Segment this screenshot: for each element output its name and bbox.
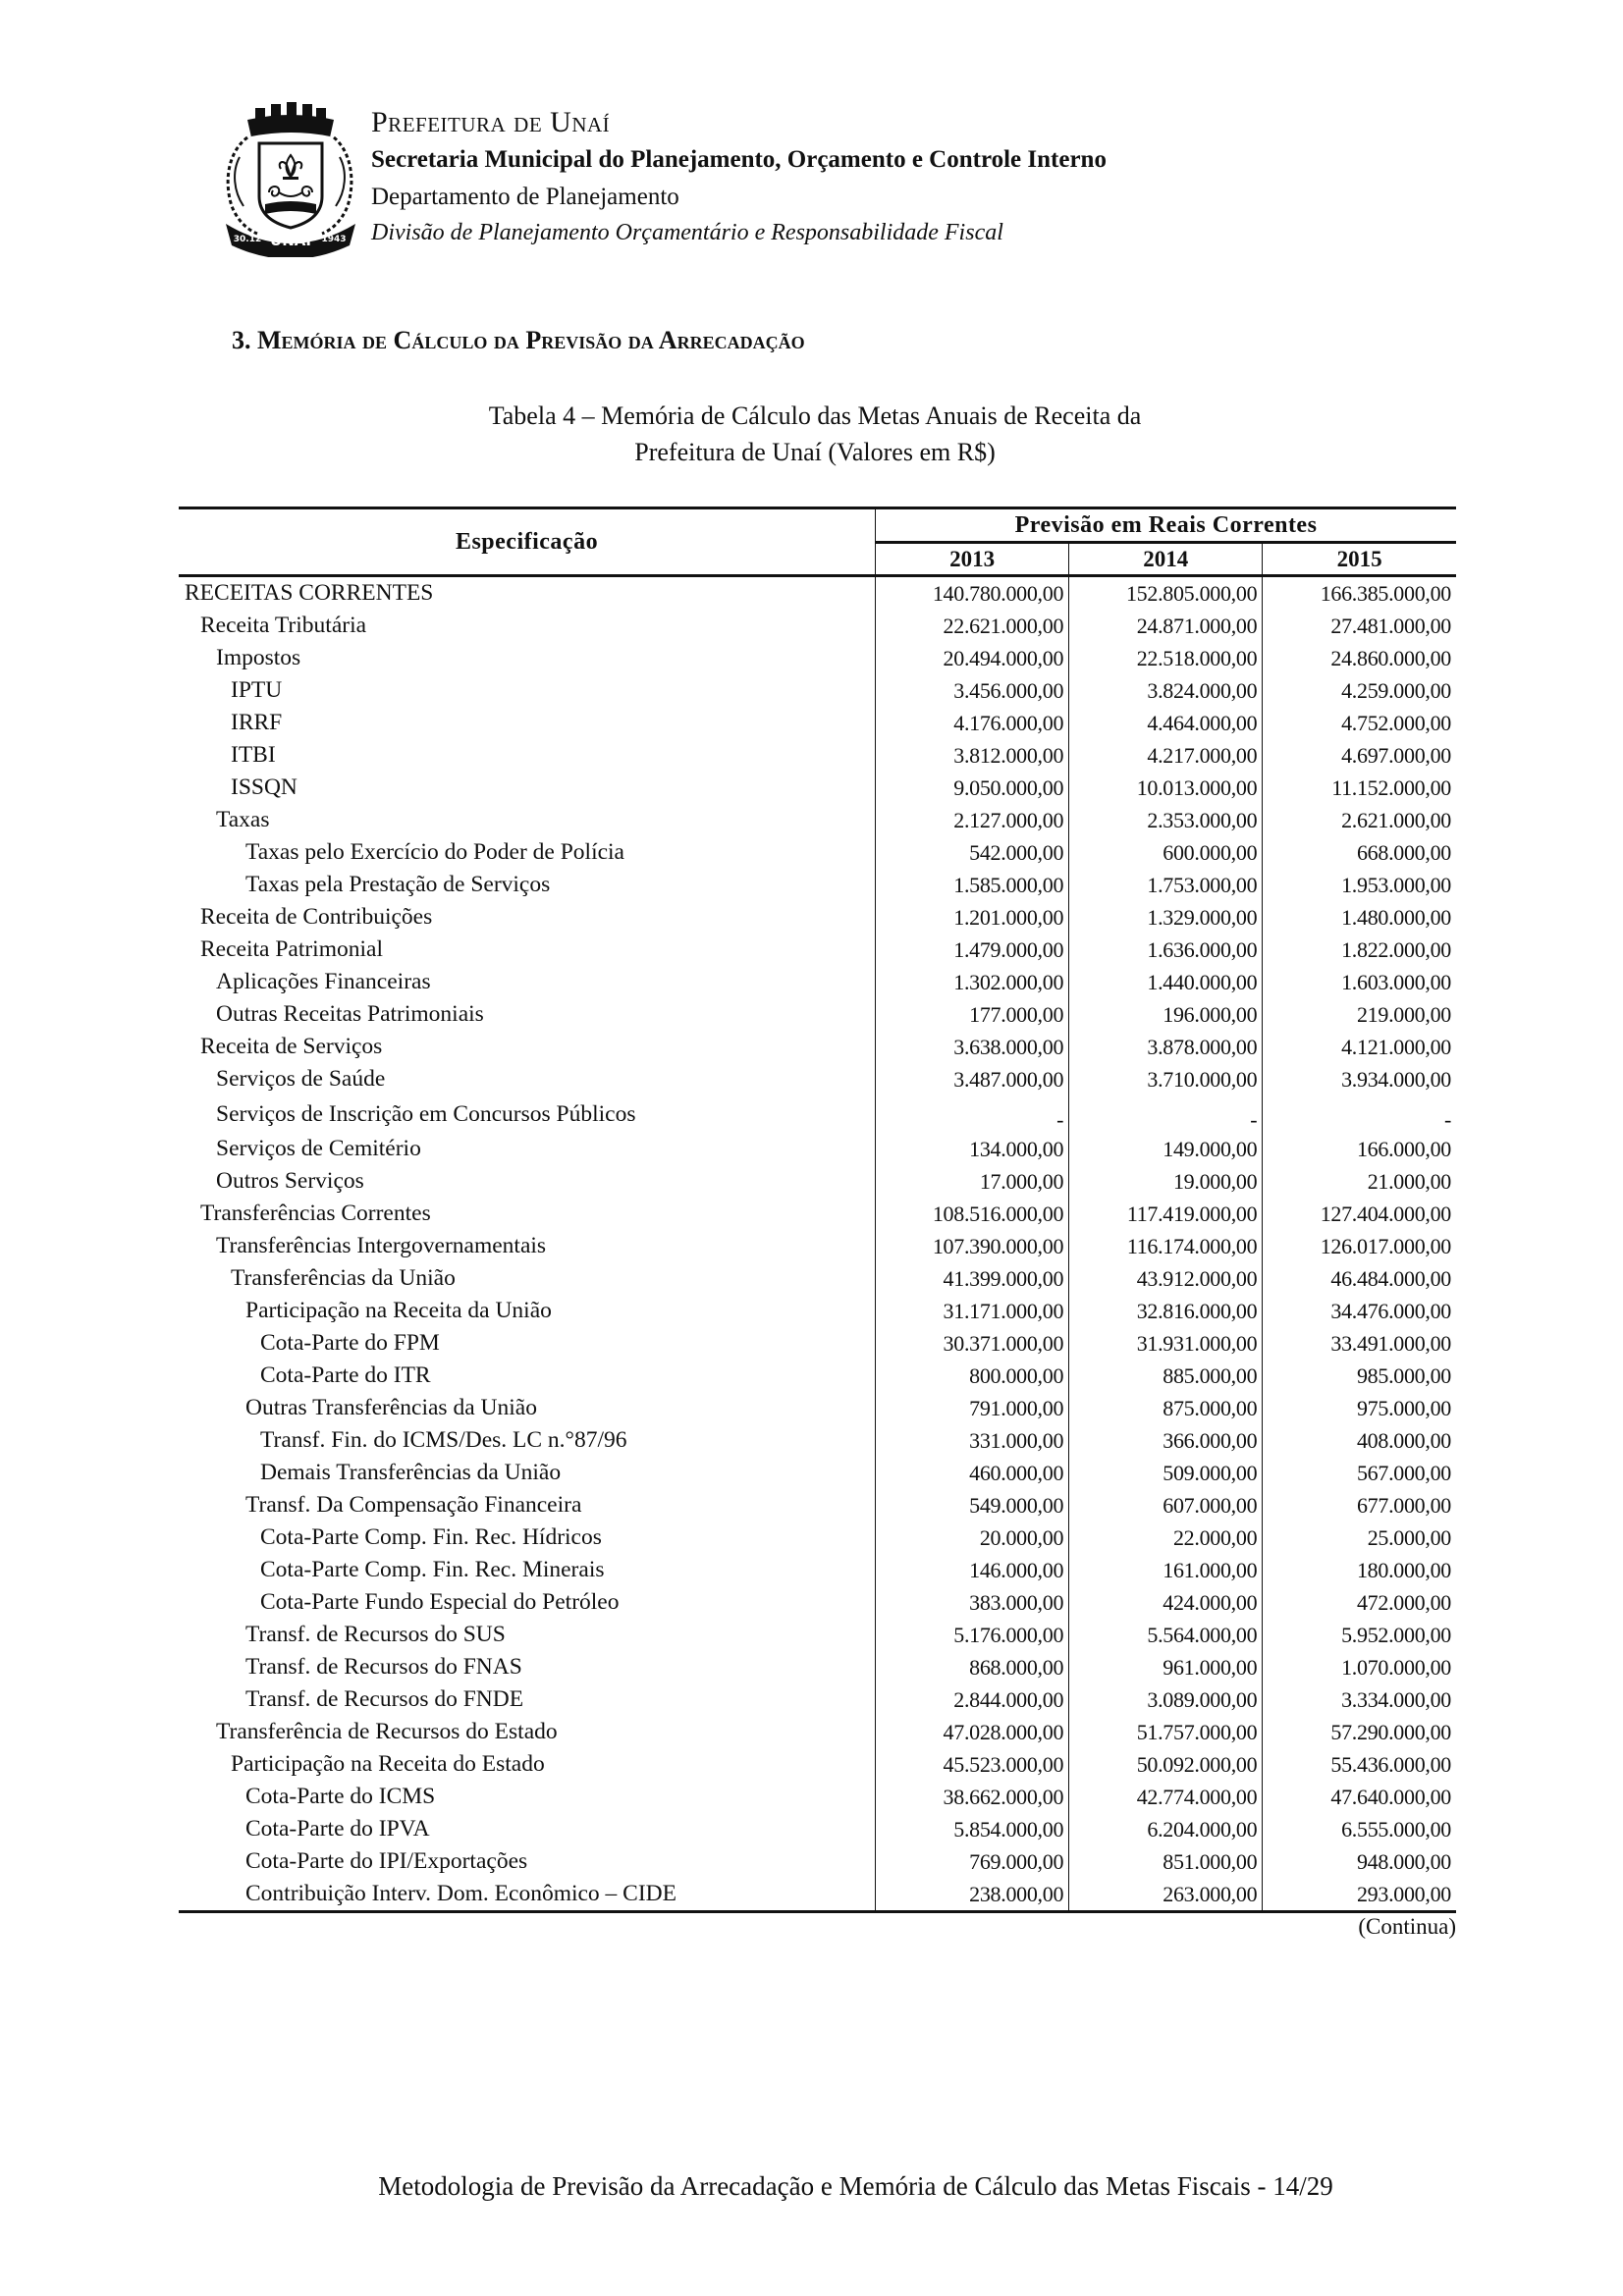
table-row — [179, 1031, 1456, 1063]
value-2014: 50.092.000,00 — [1069, 1748, 1263, 1781]
table-row — [179, 1748, 1456, 1781]
row-label: Outras Receitas Patrimoniais — [216, 1001, 484, 1027]
value-2015: 948.000,00 — [1263, 1845, 1456, 1878]
value-2015: 4.121.000,00 — [1263, 1031, 1456, 1063]
row-label: Demais Transferências da União — [260, 1460, 562, 1485]
table-row — [179, 1165, 1456, 1198]
value-2013: 3.812.000,00 — [876, 739, 1069, 772]
value-2014: 152.805.000,00 — [1069, 576, 1263, 611]
row-label: Cota-Parte do IPI/Exportações — [245, 1848, 528, 1874]
table-row — [179, 1063, 1456, 1095]
table-row — [179, 1522, 1456, 1554]
value-2014: 600.000,00 — [1069, 836, 1263, 869]
table-row — [179, 1651, 1456, 1683]
table-row — [179, 1619, 1456, 1651]
page-footer: Metodologia de Previsão da Arrecadação e Memória de Cálculo das Metas Fiscais - 14/29 — [378, 2171, 1333, 2201]
section-title: 3. Memória de Cálculo da Previsão da Arrecadação — [232, 326, 805, 354]
value-2013: 140.780.000,00 — [876, 576, 1069, 611]
row-label: ISSQN — [231, 774, 298, 800]
value-2015: 4.752.000,00 — [1263, 707, 1456, 739]
row-label: Cota-Parte do FPM — [260, 1330, 440, 1356]
table-row — [179, 966, 1456, 998]
value-2015: 567.000,00 — [1263, 1457, 1456, 1489]
value-2014: 161.000,00 — [1069, 1554, 1263, 1586]
svg-text:30.12: 30.12 — [233, 235, 262, 244]
forecast-group-header: Previsão em Reais Correntes — [876, 508, 1456, 543]
value-2015: 27.481.000,00 — [1263, 610, 1456, 642]
value-2013: 31.171.000,00 — [876, 1295, 1069, 1327]
value-2014: 607.000,00 — [1069, 1489, 1263, 1522]
table-row — [179, 1781, 1456, 1813]
secretariat-name: Secretaria Municipal do Planejamento, Orçamento e Controle Interno — [371, 146, 1107, 173]
table-row — [179, 1198, 1456, 1230]
value-2013: - — [876, 1095, 1069, 1133]
value-2014: 3.710.000,00 — [1069, 1063, 1263, 1095]
value-2013: 4.176.000,00 — [876, 707, 1069, 739]
value-2014: 4.217.000,00 — [1069, 739, 1263, 772]
row-label: IPTU — [231, 677, 283, 703]
value-2015: 668.000,00 — [1263, 836, 1456, 869]
value-2015: 5.952.000,00 — [1263, 1619, 1456, 1651]
value-2015: 219.000,00 — [1263, 998, 1456, 1031]
row-label: Transf. de Recursos do SUS — [245, 1622, 506, 1647]
value-2015: 24.860.000,00 — [1263, 642, 1456, 674]
value-2015: 3.334.000,00 — [1263, 1683, 1456, 1716]
value-2015: 11.152.000,00 — [1263, 772, 1456, 804]
svg-text:1943: 1943 — [321, 235, 347, 244]
table-row — [179, 1095, 1456, 1133]
value-2013: 20.000,00 — [876, 1522, 1069, 1554]
org-name: Prefeitura de Unaí — [371, 106, 611, 138]
value-2015: 1.480.000,00 — [1263, 901, 1456, 934]
row-label: Taxas pelo Exercício do Poder de Polícia — [245, 839, 624, 865]
value-2013: 146.000,00 — [876, 1554, 1069, 1586]
value-2015: 6.555.000,00 — [1263, 1813, 1456, 1845]
value-2013: 9.050.000,00 — [876, 772, 1069, 804]
table-row — [179, 1327, 1456, 1360]
value-2013: 542.000,00 — [876, 836, 1069, 869]
value-2015: 1.953.000,00 — [1263, 869, 1456, 901]
table-row — [179, 1424, 1456, 1457]
table-row — [179, 1716, 1456, 1748]
table-row — [179, 1360, 1456, 1392]
value-2013: 3.487.000,00 — [876, 1063, 1069, 1095]
value-2013: 331.000,00 — [876, 1424, 1069, 1457]
value-2014: 875.000,00 — [1069, 1392, 1263, 1424]
value-2015: 2.621.000,00 — [1263, 804, 1456, 836]
value-2015: 408.000,00 — [1263, 1424, 1456, 1457]
table-row — [179, 836, 1456, 869]
table-row — [179, 1878, 1456, 1912]
value-2015: - — [1263, 1095, 1456, 1133]
value-2013: 1.302.000,00 — [876, 966, 1069, 998]
value-2014: 5.564.000,00 — [1069, 1619, 1263, 1651]
row-label: Impostos — [216, 645, 301, 670]
value-2014: 10.013.000,00 — [1069, 772, 1263, 804]
department-name: Departamento de Planejamento — [371, 184, 679, 210]
value-2014: 885.000,00 — [1069, 1360, 1263, 1392]
row-label: Receita de Serviços — [200, 1034, 383, 1059]
value-2015: 1.822.000,00 — [1263, 934, 1456, 966]
row-label: Cota-Parte do IPVA — [245, 1816, 430, 1842]
table-row — [179, 1489, 1456, 1522]
table-row — [179, 1230, 1456, 1262]
value-2015: 46.484.000,00 — [1263, 1262, 1456, 1295]
value-2015: 127.404.000,00 — [1263, 1198, 1456, 1230]
value-2014: 366.000,00 — [1069, 1424, 1263, 1457]
value-2015: 33.491.000,00 — [1263, 1327, 1456, 1360]
value-2013: 134.000,00 — [876, 1133, 1069, 1165]
value-2013: 107.390.000,00 — [876, 1230, 1069, 1262]
table-caption-line-1: Tabela 4 – Memória de Cálculo das Metas Anuais de Receita da — [488, 401, 1142, 430]
value-2013: 868.000,00 — [876, 1651, 1069, 1683]
logo-banner-text: UNAÍ — [270, 232, 311, 249]
value-2014: 4.464.000,00 — [1069, 707, 1263, 739]
value-2015: 126.017.000,00 — [1263, 1230, 1456, 1262]
value-2013: 108.516.000,00 — [876, 1198, 1069, 1230]
value-2014: 32.816.000,00 — [1069, 1295, 1263, 1327]
value-2014: 509.000,00 — [1069, 1457, 1263, 1489]
row-label: Transferência de Recursos do Estado — [216, 1719, 558, 1744]
row-label: Transf. de Recursos do FNAS — [245, 1654, 522, 1680]
table-row — [179, 934, 1456, 966]
value-2013: 30.371.000,00 — [876, 1327, 1069, 1360]
revenue-table — [179, 507, 1456, 1913]
table-caption — [324, 398, 1306, 470]
value-2013: 41.399.000,00 — [876, 1262, 1069, 1295]
row-label: Outras Transferências da União — [245, 1395, 537, 1420]
value-2015: 975.000,00 — [1263, 1392, 1456, 1424]
table-row — [179, 1457, 1456, 1489]
value-2013: 177.000,00 — [876, 998, 1069, 1031]
table-row — [179, 1683, 1456, 1716]
table-row — [179, 576, 1456, 611]
value-2013: 17.000,00 — [876, 1165, 1069, 1198]
table-row — [179, 1586, 1456, 1619]
value-2015: 57.290.000,00 — [1263, 1716, 1456, 1748]
value-2013: 238.000,00 — [876, 1878, 1069, 1912]
value-2013: 22.621.000,00 — [876, 610, 1069, 642]
value-2014: 31.931.000,00 — [1069, 1327, 1263, 1360]
division-name: Divisão de Planejamento Orçamentário e Responsabilidade Fiscal — [371, 220, 1003, 245]
table-row — [179, 998, 1456, 1031]
table-row — [179, 1845, 1456, 1878]
row-label: Receita Patrimonial — [200, 936, 383, 962]
value-2015: 3.934.000,00 — [1263, 1063, 1456, 1095]
value-2014: 149.000,00 — [1069, 1133, 1263, 1165]
value-2015: 472.000,00 — [1263, 1586, 1456, 1619]
row-label: Outros Serviços — [216, 1168, 364, 1194]
value-2013: 47.028.000,00 — [876, 1716, 1069, 1748]
row-label: Transferências da União — [231, 1265, 456, 1291]
row-label: ITBI — [231, 742, 276, 768]
row-label: Aplicações Financeiras — [216, 969, 431, 994]
value-2014: 3.089.000,00 — [1069, 1683, 1263, 1716]
table-row — [179, 1554, 1456, 1586]
value-2014: 24.871.000,00 — [1069, 610, 1263, 642]
value-2015: 1.070.000,00 — [1263, 1651, 1456, 1683]
table-row — [179, 1392, 1456, 1424]
row-label: Taxas pela Prestação de Serviços — [245, 872, 551, 897]
value-2015: 985.000,00 — [1263, 1360, 1456, 1392]
value-2013: 38.662.000,00 — [876, 1781, 1069, 1813]
value-2013: 2.844.000,00 — [876, 1683, 1069, 1716]
value-2014: 6.204.000,00 — [1069, 1813, 1263, 1845]
value-2014: 43.912.000,00 — [1069, 1262, 1263, 1295]
row-label: Transf. de Recursos do FNDE — [245, 1686, 524, 1712]
value-2013: 460.000,00 — [876, 1457, 1069, 1489]
year-header-2013: 2013 — [876, 543, 1069, 576]
value-2015: 293.000,00 — [1263, 1878, 1456, 1912]
value-2015: 4.697.000,00 — [1263, 739, 1456, 772]
continuation-note: (Continua) — [1358, 1914, 1456, 1939]
value-2014: 196.000,00 — [1069, 998, 1263, 1031]
table-row — [179, 901, 1456, 934]
value-2013: 1.479.000,00 — [876, 934, 1069, 966]
value-2013: 5.854.000,00 — [876, 1813, 1069, 1845]
value-2014: 961.000,00 — [1069, 1651, 1263, 1683]
value-2014: 3.824.000,00 — [1069, 674, 1263, 707]
value-2014: 22.518.000,00 — [1069, 642, 1263, 674]
value-2014: 263.000,00 — [1069, 1878, 1263, 1912]
row-label: Cota-Parte Fundo Especial do Petróleo — [260, 1589, 620, 1615]
row-label: Participação na Receita da União — [245, 1298, 552, 1323]
value-2013: 20.494.000,00 — [876, 642, 1069, 674]
table-row — [179, 1813, 1456, 1845]
value-2013: 383.000,00 — [876, 1586, 1069, 1619]
value-2015: 55.436.000,00 — [1263, 1748, 1456, 1781]
value-2014: 42.774.000,00 — [1069, 1781, 1263, 1813]
row-label: Cota-Parte do ITR — [260, 1362, 431, 1388]
value-2014: 3.878.000,00 — [1069, 1031, 1263, 1063]
value-2015: 677.000,00 — [1263, 1489, 1456, 1522]
row-label: Transf. Fin. do ICMS/Des. LC n.°87/96 — [260, 1427, 627, 1453]
table-row — [179, 772, 1456, 804]
table-row — [179, 674, 1456, 707]
value-2015: 21.000,00 — [1263, 1165, 1456, 1198]
row-label: Cota-Parte do ICMS — [245, 1784, 436, 1809]
table-row — [179, 1295, 1456, 1327]
row-label: Receita de Contribuições — [200, 904, 433, 930]
table-caption-line-2: Prefeitura de Unaí (Valores em R$) — [634, 438, 996, 466]
value-2015: 1.603.000,00 — [1263, 966, 1456, 998]
table-row — [179, 804, 1456, 836]
table-row — [179, 1133, 1456, 1165]
value-2015: 47.640.000,00 — [1263, 1781, 1456, 1813]
value-2013: 1.585.000,00 — [876, 869, 1069, 901]
value-2013: 791.000,00 — [876, 1392, 1069, 1424]
row-label: RECEITAS CORRENTES — [185, 580, 434, 606]
value-2014: 1.440.000,00 — [1069, 966, 1263, 998]
value-2013: 769.000,00 — [876, 1845, 1069, 1878]
table-row — [179, 707, 1456, 739]
value-2014: 2.353.000,00 — [1069, 804, 1263, 836]
value-2014: 1.753.000,00 — [1069, 869, 1263, 901]
table-row — [179, 642, 1456, 674]
value-2015: 166.385.000,00 — [1263, 576, 1456, 611]
value-2014: 51.757.000,00 — [1069, 1716, 1263, 1748]
row-label: Serviços de Cemitério — [216, 1136, 421, 1161]
value-2015: 34.476.000,00 — [1263, 1295, 1456, 1327]
row-label: Receita Tributária — [200, 613, 367, 638]
value-2013: 1.201.000,00 — [876, 901, 1069, 934]
value-2013: 3.638.000,00 — [876, 1031, 1069, 1063]
value-2014: 424.000,00 — [1069, 1586, 1263, 1619]
year-header-2014: 2014 — [1069, 543, 1263, 576]
spec-column-header: Especificação — [179, 508, 876, 576]
value-2014: - — [1069, 1095, 1263, 1133]
value-2013: 549.000,00 — [876, 1489, 1069, 1522]
value-2013: 45.523.000,00 — [876, 1748, 1069, 1781]
value-2014: 851.000,00 — [1069, 1845, 1263, 1878]
value-2015: 25.000,00 — [1263, 1522, 1456, 1554]
table-row — [179, 869, 1456, 901]
year-header-2015: 2015 — [1263, 543, 1456, 576]
value-2014: 1.636.000,00 — [1069, 934, 1263, 966]
row-label: Participação na Receita do Estado — [231, 1751, 545, 1777]
value-2015: 180.000,00 — [1263, 1554, 1456, 1586]
row-label: Contribuição Interv. Dom. Econômico – CIDE — [179, 1878, 876, 1912]
value-2013: 2.127.000,00 — [876, 804, 1069, 836]
value-2014: 1.329.000,00 — [1069, 901, 1263, 934]
row-label: Transferências Intergovernamentais — [216, 1233, 547, 1258]
table-row — [179, 1262, 1456, 1295]
value-2014: 117.419.000,00 — [1069, 1198, 1263, 1230]
municipal-coat-of-arms-icon — [218, 98, 355, 257]
value-2015: 166.000,00 — [1263, 1133, 1456, 1165]
row-label: Transf. Da Compensação Financeira — [245, 1492, 582, 1518]
row-label: Transferências Correntes — [200, 1201, 431, 1226]
value-2013: 800.000,00 — [876, 1360, 1069, 1392]
row-label: Serviços de Saúde — [216, 1066, 386, 1092]
value-2015: 4.259.000,00 — [1263, 674, 1456, 707]
row-label: Cota-Parte Comp. Fin. Rec. Hídricos — [260, 1524, 602, 1550]
value-2014: 19.000,00 — [1069, 1165, 1263, 1198]
value-2013: 3.456.000,00 — [876, 674, 1069, 707]
value-2013: 5.176.000,00 — [876, 1619, 1069, 1651]
row-label: IRRF — [231, 710, 283, 735]
value-2014: 116.174.000,00 — [1069, 1230, 1263, 1262]
row-label: Cota-Parte Comp. Fin. Rec. Minerais — [260, 1557, 605, 1582]
row-label: Taxas — [216, 807, 270, 832]
table-row — [179, 610, 1456, 642]
table-row — [179, 739, 1456, 772]
value-2014: 22.000,00 — [1069, 1522, 1263, 1554]
row-label: Serviços de Inscrição em Concursos Públicos — [216, 1101, 636, 1127]
table-body — [179, 576, 1456, 1912]
